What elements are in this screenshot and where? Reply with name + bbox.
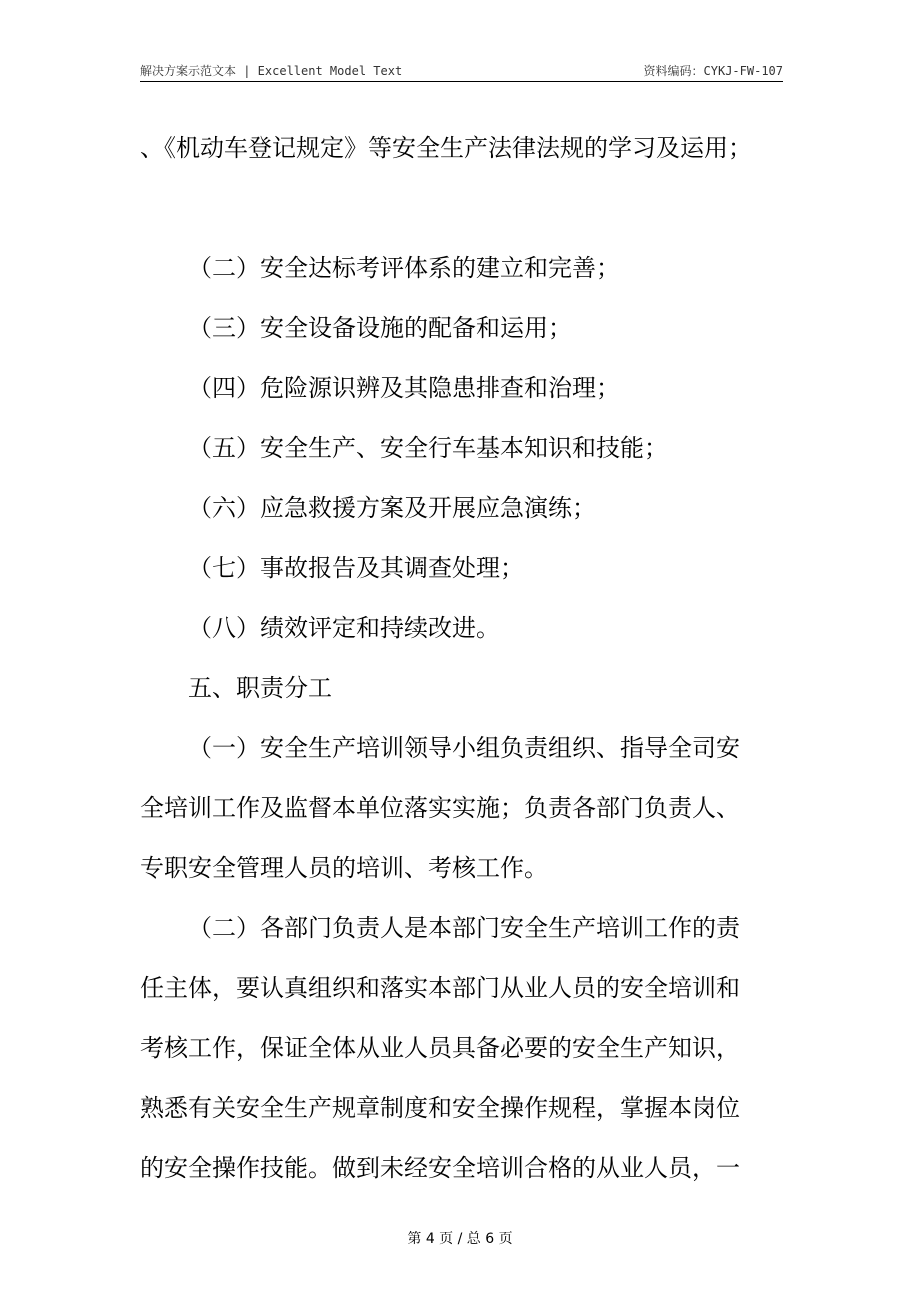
header-divider <box>140 81 783 82</box>
page-number: 第 4 页 / 总 6 页 <box>407 1231 513 1247</box>
paragraph-continuation: 、《机动车登记规定》等安全生产法律法规的学习及运用； <box>140 134 752 162</box>
document-code: 资料编码：CYKJ-FW-107 <box>643 64 783 78</box>
duty-2-line-2: 任主体，要认真组织和落实本部门从业人员的安全培训和 <box>140 974 740 1002</box>
spacer <box>140 178 770 238</box>
list-item-4: （四）危险源识辨及其隐患排查和治理； <box>188 374 620 402</box>
list-item-5: （五）安全生产、安全行车基本知识和技能； <box>188 434 668 462</box>
document-body <box>140 118 770 1198</box>
duty-2-line-4: 熟悉有关安全生产规章制度和安全操作规程，掌握本岗位 <box>140 1094 740 1122</box>
duty-1-line-3: 专职安全管理人员的培训、考核工作。 <box>140 854 548 882</box>
page-header <box>140 60 783 82</box>
list-item-8: （八）绩效评定和持续改进。 <box>188 614 500 642</box>
list-item-6: （六）应急救援方案及开展应急演练； <box>188 494 596 522</box>
list-item-7: （七）事故报告及其调查处理； <box>188 554 524 582</box>
list-item-2: （二）安全达标考评体系的建立和完善； <box>188 254 620 282</box>
duty-2-line-5: 的安全操作技能。做到未经安全培训合格的从业人员，一 <box>140 1154 740 1182</box>
duty-2-line-3: 考核工作，保证全体从业人员具备必要的安全生产知识， <box>140 1034 740 1062</box>
duty-1-line-1: （一）安全生产培训领导小组负责组织、指导全司安 <box>188 734 740 762</box>
duty-1-line-2: 全培训工作及监督本单位落实实施；负责各部门负责人、 <box>140 794 740 822</box>
duty-2-line-1: （二）各部门负责人是本部门安全生产培训工作的责 <box>188 914 740 942</box>
section-heading: 五、职责分工 <box>188 674 332 702</box>
header-title: 解决方案示范文本 | Excellent Model Text <box>140 64 403 78</box>
page-footer <box>0 1228 920 1248</box>
list-item-3: （三）安全设备设施的配备和运用； <box>188 314 572 342</box>
